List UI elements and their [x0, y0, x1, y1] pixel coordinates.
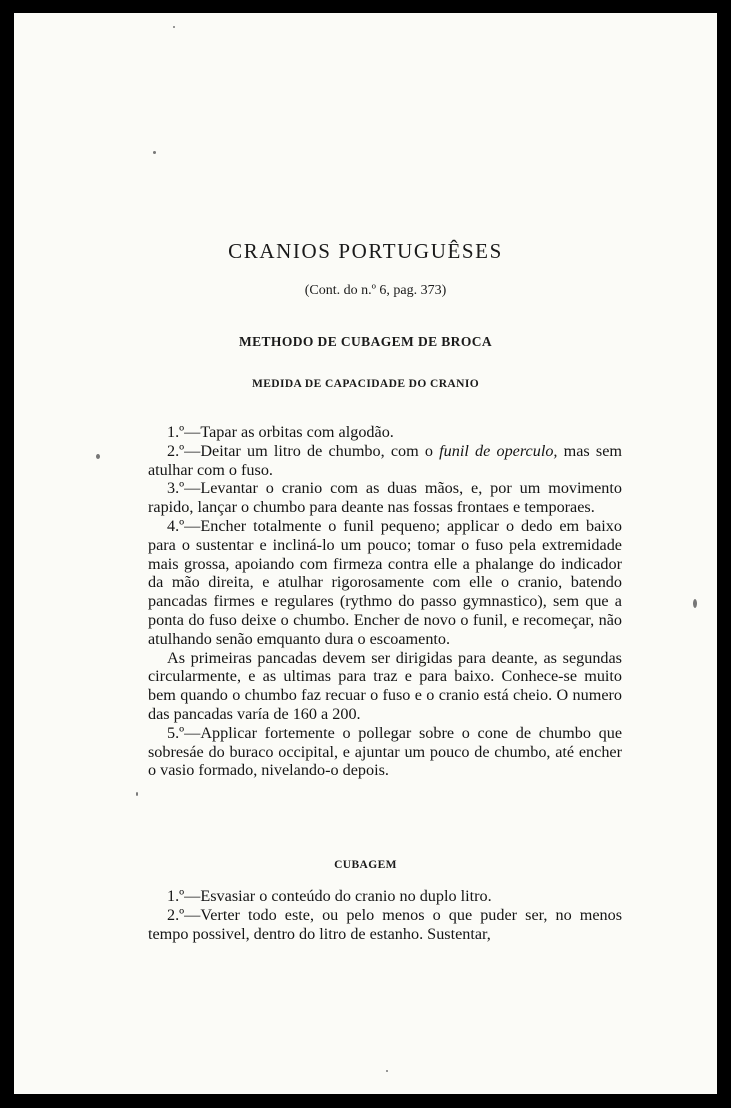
- paragraph: 2.º—Verter todo este, ou pelo menos o que puder ser, no menos tempo possivel, dentro do litro de estanho. Sustentar,: [148, 905, 622, 943]
- paragraph: [148, 442, 622, 480]
- paragraph-text: 2.º—Deitar um litro de chumbo, com o: [167, 441, 440, 460]
- section-heading-measure: MEDIDA DE CAPACIDADE DO CRANIO: [251, 378, 480, 390]
- paragraph-text: mas sem atulhar com o fuso.: [148, 441, 622, 479]
- section-heading-method: METHODO DE CUBAGEM DE BROCA: [238, 334, 493, 349]
- section-heading-cubage: CUBAGEM: [334, 859, 397, 871]
- paragraph: 5.º—Applicar fortemente o pollegar sobre o cone de chumbo que sobresáe do buraco occipital, e ajuntar um pouco de chumbo, até encher o vasio formado, nivelando-o depois.: [148, 723, 622, 780]
- continuation-note: (Cont. do n.º 6, pag. 373): [304, 283, 447, 298]
- paragraph: As primeiras pancadas devem ser dirigidas para deante, as segundas circularmente, e as ultimas para traz e para baixo. Conhece-se muito bem quando o chumbo faz recuar o fuso e o cranio está cheio. O numero das pancadas varía de 160 a 200.: [148, 648, 622, 723]
- paragraph: 1.º—Tapar as orbitas com algodão.: [167, 423, 394, 441]
- scan-speck: [153, 151, 156, 154]
- paragraph: 3.º—Levantar o cranio com as duas mãos, e, por um movimento rapido, lançar o chumbo para deante nas fossas frontaes e temporaes.: [148, 479, 622, 517]
- scan-speck: [136, 792, 138, 796]
- scan-speck: [693, 599, 697, 608]
- scan-speck: [96, 454, 100, 459]
- scan-speck: [173, 26, 175, 28]
- paragraph-emphasis: funil de operculo,: [439, 441, 558, 460]
- scan-speck: [386, 1070, 388, 1072]
- document-page: [14, 13, 717, 1094]
- paragraph: 4.º—Encher totalmente o funil pequeno; applicar o dedo em baixo para o sustentar e incliná-lo um pouco; tomar o fuso pela extremidade mais grossa, apoiando com firmeza contra elle a phalange do indicador da mão direita, e atulhar rigorosamente com elle o cranio, batendo pancadas firmes e regulares (rythmo do passo gymnastico), sem que a ponta do fuso deixe o chumbo. Encher de novo o funil, e recomeçar, não atulhando senão emquanto dura o escoamento.: [148, 516, 622, 648]
- measure-text-block: [148, 423, 622, 780]
- cubage-text-block: [148, 887, 622, 943]
- page-title: CRANIOS PORTUGUÊSES: [228, 239, 503, 263]
- paragraph: 1.º—Esvasiar o conteúdo do cranio no duplo litro.: [167, 887, 492, 905]
